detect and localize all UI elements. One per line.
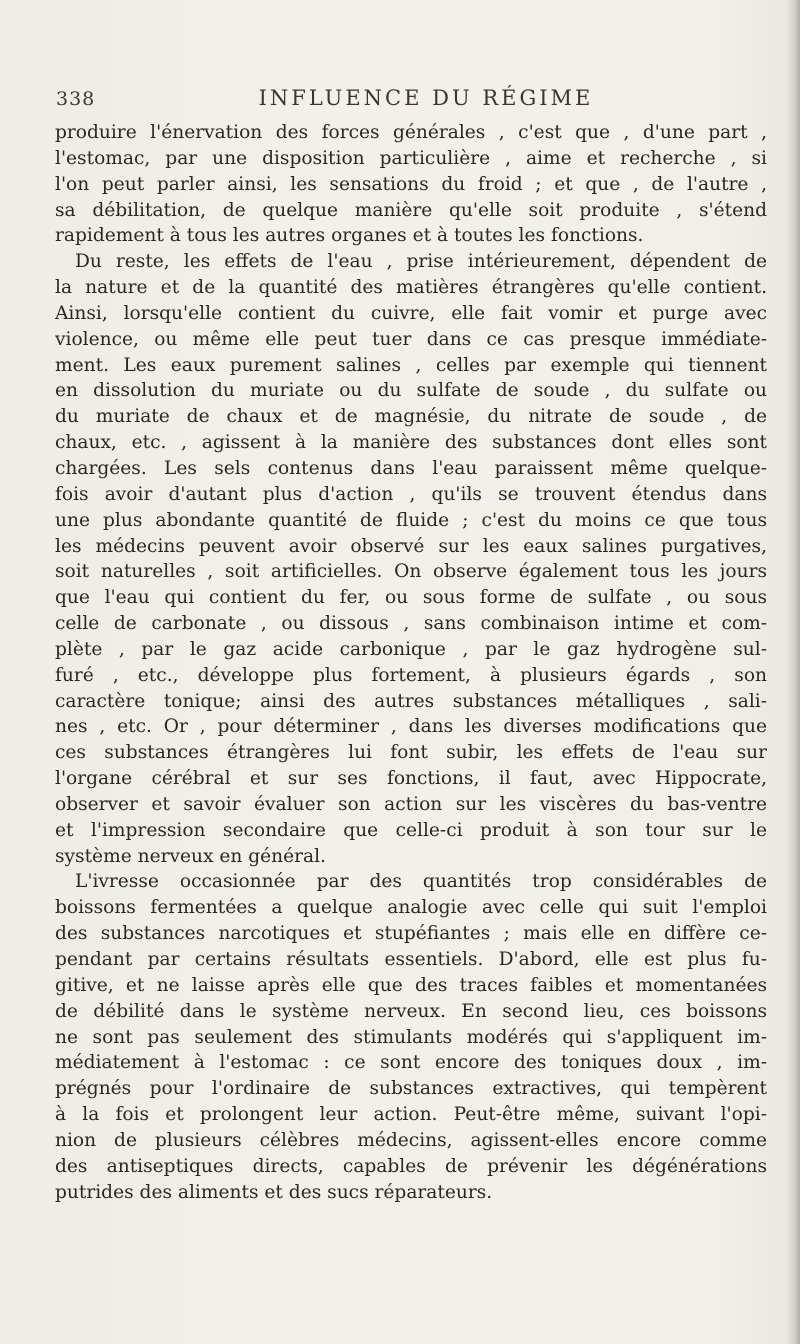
text-line: fois avoir d'autant plus d'action , qu'ils se trouvent étendus dans xyxy=(55,483,767,505)
body-text xyxy=(55,120,767,1205)
text-line: Ainsi, lorsqu'elle contient du cuivre, elle fait vomir et purge avec xyxy=(55,302,767,324)
text-line: produire l'énervation des forces générales , c'est que , d'une part , xyxy=(55,122,767,143)
text-line: sa débilitation, de quelque manière qu'elle soit produite , s'étend xyxy=(55,199,767,221)
page-header xyxy=(56,88,770,118)
paragraph xyxy=(55,120,767,249)
text-line: ment. Les eaux purement salines , celles par exemple qui tiennent xyxy=(55,354,767,376)
text-line: de débilité dans le système nerveux. En second lieu, ces boissons xyxy=(55,1000,767,1022)
text-line: celle de carbonate , ou dissous , sans combinaison intime et com- xyxy=(55,613,767,635)
text-line: des antiseptiques directs, capables de prévenir les dégénérations xyxy=(55,1155,767,1177)
text-line: rapidement à tous les autres organes et à toutes les fonctions. xyxy=(55,225,644,247)
text-line: en dissolution du muriate ou du sulfate de soude , du sulfate ou xyxy=(55,380,767,402)
text-line: furé , etc., développe plus fortement, à plusieurs égards , son xyxy=(55,664,767,686)
text-line: nion de plusieurs célèbres médecins, agissent-elles encore comme xyxy=(55,1129,767,1151)
text-line: ne sont pas seulement des stimulants modérés qui s'appliquent im- xyxy=(55,1026,767,1048)
text-line: chaux, etc. , agissent à la manière des substances dont elles sont xyxy=(55,432,767,454)
paragraph xyxy=(55,249,767,869)
text-line: ces substances étrangères lui font subir, les effets de l'eau sur xyxy=(55,742,767,764)
text-line: putrides des aliments et des sucs réparateurs. xyxy=(55,1181,493,1203)
text-line: l'estomac, par une disposition particulière , aime et recherche , si xyxy=(55,147,767,169)
text-line: boissons fermentées a quelque analogie avec celle qui suit l'emploi xyxy=(55,897,767,919)
text-line: pendant par certains résultats essentiels. D'abord, elle est plus fu- xyxy=(55,949,767,970)
text-line: observer et savoir évaluer son action sur les viscères du bas-ventre xyxy=(55,793,767,815)
text-line: soit naturelles , soit artificielles. On observe également tous les jours xyxy=(55,561,767,583)
text-line: du muriate de chaux et de magnésie, du nitrate de soude , de xyxy=(55,406,767,428)
text-line: caractère tonique; ainsi des autres substances métalliques , sali- xyxy=(55,690,767,712)
text-line: nes , etc. Or , pour déterminer , dans les diverses modifications que xyxy=(55,716,767,738)
text-line: les médecins peuvent avoir observé sur les eaux salines purgatives, xyxy=(55,535,767,557)
text-line: système nerveux en général. xyxy=(55,845,326,867)
page-number: 338 xyxy=(56,88,96,110)
text-line: que l'eau qui contient du fer, ou sous forme de sulfate , ou sous xyxy=(55,587,767,609)
text-line: prégnés pour l'ordinaire de substances extractives, qui tempèrent xyxy=(55,1078,767,1100)
text-line: violence, ou même elle peut tuer dans ce cas presque immédiate- xyxy=(55,328,767,350)
page-edge-shadow xyxy=(786,0,800,1344)
text-line: et l'impression secondaire que celle-ci produit à son tour sur le xyxy=(55,819,767,841)
paragraph xyxy=(55,869,767,1205)
text-line: médiatement à l'estomac : ce sont encore des toniques doux , im- xyxy=(55,1052,767,1074)
text-line: chargées. Les sels contenus dans l'eau paraissent même quelque- xyxy=(55,457,767,479)
text-line: gitive, et ne laisse après elle que des traces faibles et momentanées xyxy=(55,974,767,996)
text-line: L'ivresse occasionnée par des quantités trop considérables de xyxy=(75,871,767,893)
text-line: la nature et de la quantité des matières étrangères qu'elle contient. xyxy=(55,277,767,299)
text-line: des substances narcotiques et stupéfiantes ; mais elle en diffère ce- xyxy=(55,923,767,945)
text-line: plète , par le gaz acide carbonique , par le gaz hydrogène sul- xyxy=(55,638,767,660)
text-line: l'organe cérébral et sur ses fonctions, il faut, avec Hippocrate, xyxy=(55,768,767,790)
text-line: une plus abondante quantité de fluide ; c'est du moins ce que tous xyxy=(55,509,767,531)
text-line: Du reste, les effets de l'eau , prise intérieurement, dépendent de xyxy=(75,251,767,273)
running-head: INFLUENCE DU RÉGIME xyxy=(258,86,594,110)
text-line: l'on peut parler ainsi, les sensations du froid ; et que , de l'autre , xyxy=(55,173,767,195)
text-line: à la fois et prolongent leur action. Peut-être même, suivant l'opi- xyxy=(55,1104,767,1126)
